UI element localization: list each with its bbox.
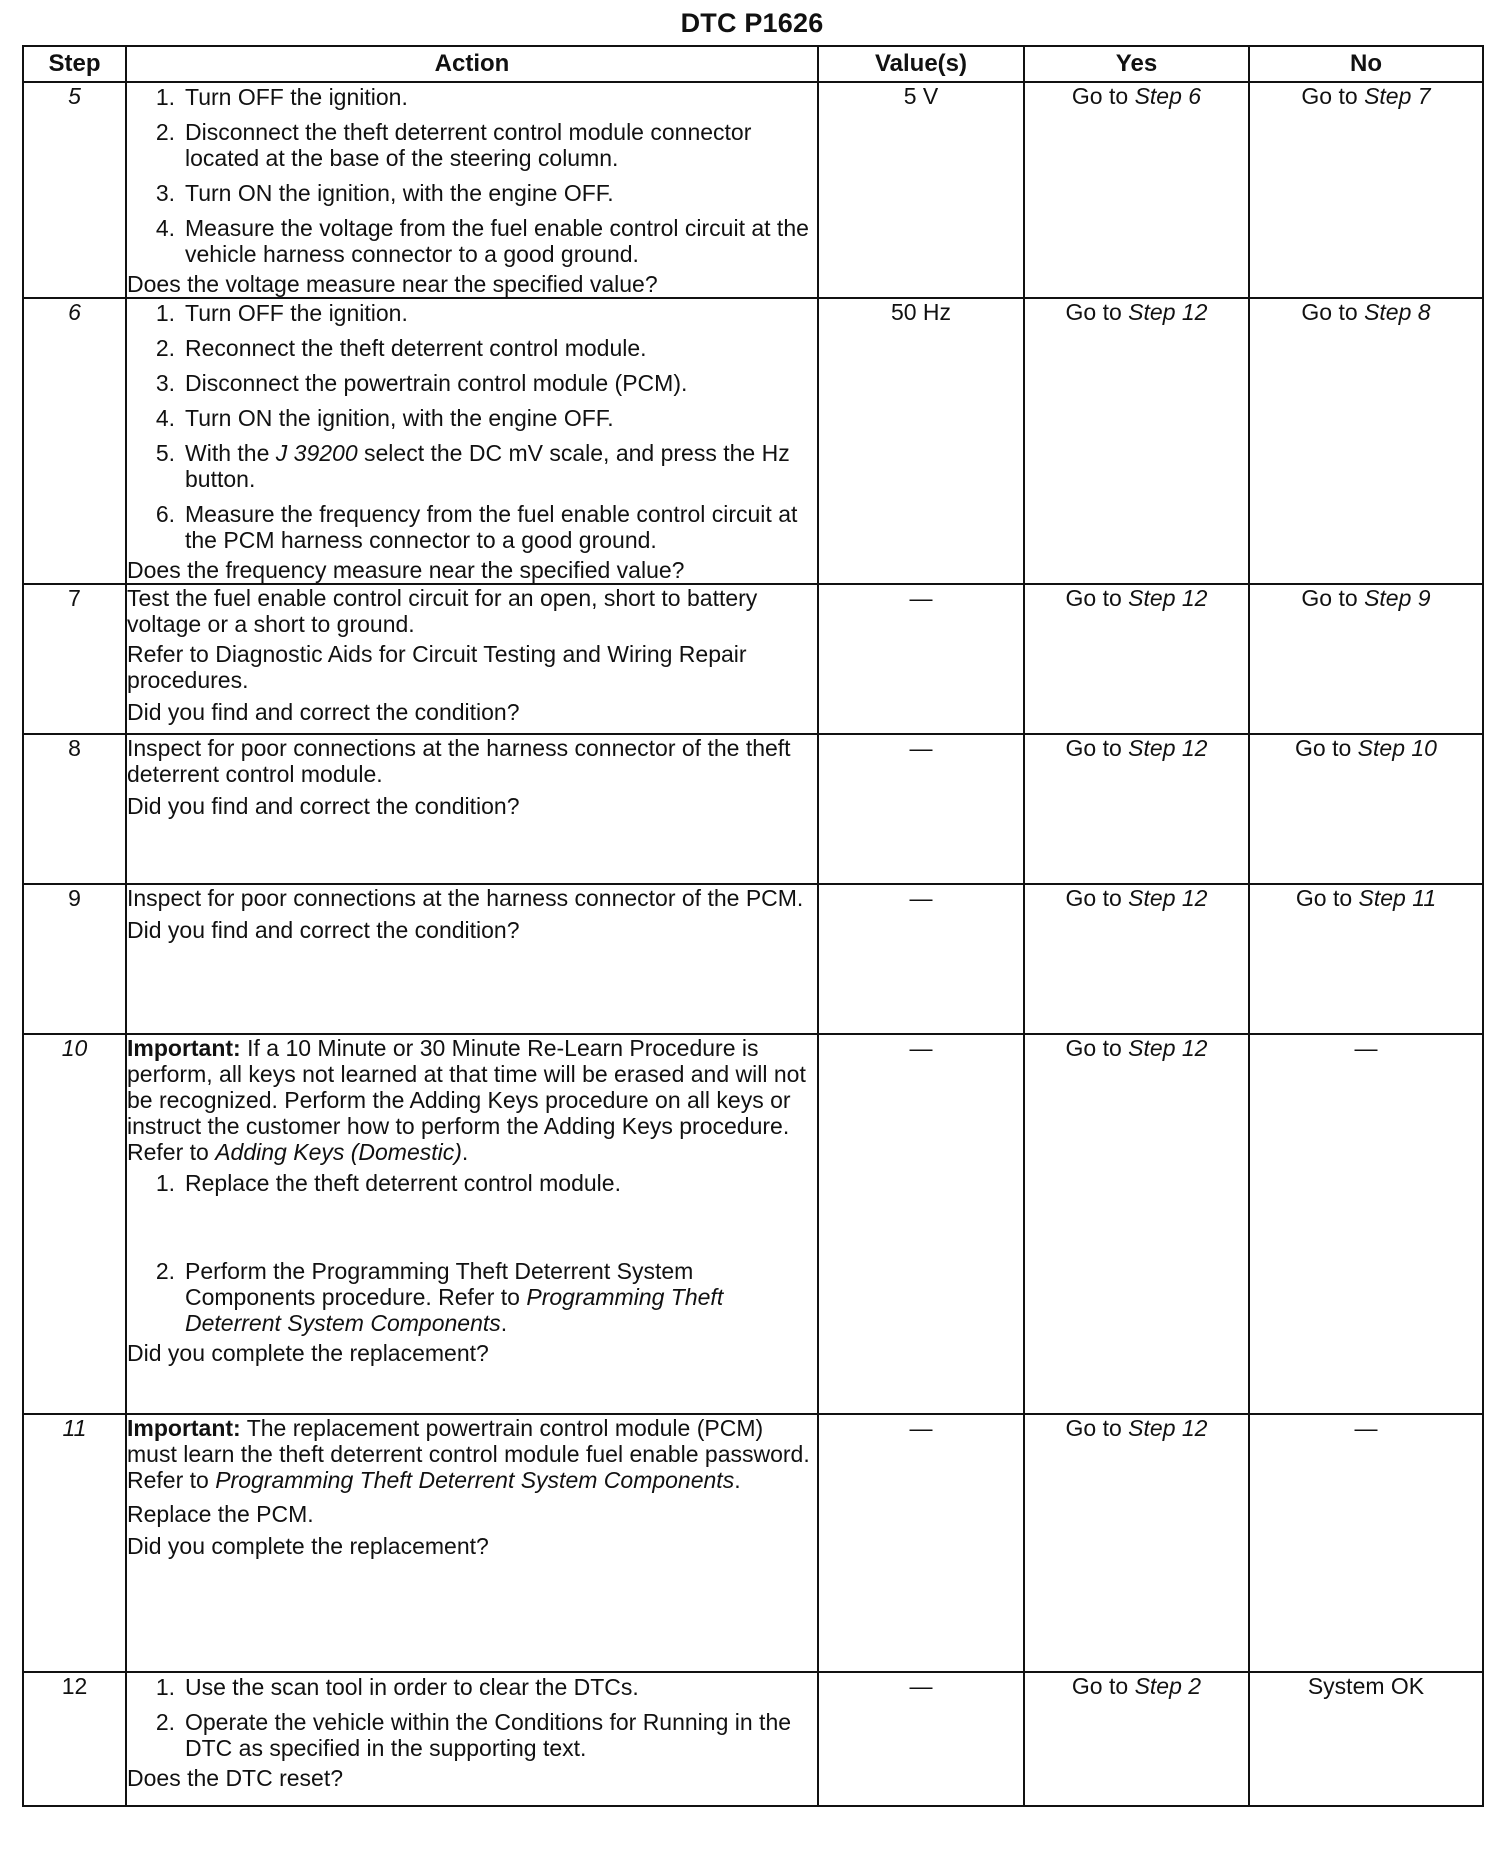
action-cell — [126, 82, 818, 298]
step-number: 12 — [23, 1672, 126, 1806]
step-number: 9 — [23, 884, 126, 1034]
step-link[interactable]: Step 12 — [1128, 735, 1208, 761]
action-cell — [126, 734, 818, 884]
tool-reference: J 39200 — [275, 440, 358, 466]
list-item: 1. Turn OFF the ignition. — [155, 300, 408, 326]
header-row — [23, 46, 1483, 82]
header-yes: Yes — [1024, 46, 1249, 82]
yes-cell: Go to Step 12 — [1024, 1414, 1249, 1672]
question-text: Did you find and correct the condition? — [127, 793, 520, 819]
action-cell — [126, 584, 818, 734]
action-text: Test the fuel enable control circuit for an open, short to battery voltage or a short to ground. — [127, 585, 758, 637]
action-cell — [126, 884, 818, 1034]
value-cell: — — [818, 734, 1024, 884]
yes-cell: Go to Step 12 — [1024, 884, 1249, 1034]
no-cell: Go to Step 7 — [1249, 82, 1483, 298]
step-number: 10 — [23, 1034, 126, 1414]
question-text: Did you find and correct the condition? — [127, 699, 520, 725]
dtc-table — [22, 45, 1484, 1807]
no-cell: Go to Step 9 — [1249, 584, 1483, 734]
important-note: Important: The replacement powertrain control module (PCM) must learn the theft deterrent control module fuel enable password. Refer to Programming Theft Deterrent System Components. — [127, 1415, 810, 1493]
step-link[interactable]: Step 2 — [1134, 1673, 1202, 1699]
step-number: 11 — [23, 1414, 126, 1672]
list-item: 1. Use the scan tool in order to clear the DTCs. — [155, 1674, 639, 1700]
value-cell: 50 Hz — [818, 298, 1024, 584]
no-cell: System OK — [1249, 1672, 1483, 1806]
value-cell: — — [818, 1672, 1024, 1806]
list-item: 3. Turn ON the ignition, with the engine OFF. — [155, 180, 614, 206]
step-number: 7 — [23, 584, 126, 734]
list-item: 3. Disconnect the powertrain control module (PCM). — [155, 370, 688, 396]
question-text: Did you complete the replacement? — [127, 1340, 489, 1366]
action-text: Refer to Diagnostic Aids for Circuit Testing and Wiring Repair procedures. — [127, 641, 747, 693]
table-row — [23, 1034, 1483, 1414]
header-no: No — [1249, 46, 1483, 82]
question-text: Did you find and correct the condition? — [127, 917, 520, 943]
table-row — [23, 82, 1483, 298]
table-row — [23, 1672, 1483, 1806]
no-cell: Go to Step 11 — [1249, 884, 1483, 1034]
action-cell — [126, 1414, 818, 1672]
step-link[interactable]: Step 12 — [1128, 885, 1208, 911]
step-link[interactable]: Step 8 — [1364, 299, 1431, 325]
table-row — [23, 584, 1483, 734]
question-text: Did you complete the replacement? — [127, 1533, 489, 1559]
page-title: DTC P1626 — [680, 8, 824, 38]
no-cell: Go to Step 8 — [1249, 298, 1483, 584]
step-link[interactable]: Step 12 — [1128, 299, 1208, 325]
list-item: 1. Turn OFF the ignition. — [155, 84, 408, 110]
list-item: 2. Reconnect the theft deterrent control module. — [155, 335, 647, 361]
yes-cell: Go to Step 12 — [1024, 584, 1249, 734]
step-number: 6 — [23, 298, 126, 584]
table-row — [23, 298, 1483, 584]
value-cell: — — [818, 584, 1024, 734]
action-cell — [126, 1034, 818, 1414]
important-note: Important: If a 10 Minute or 30 Minute Re-Learn Procedure is perform, all keys not learned at that time will be erased and will not be recognized. Perform the Adding Keys procedure on all keys or instruct the customer how to perform the Adding Keys procedure. Refer to Adding Keys (Domestic). — [127, 1035, 806, 1165]
header-action: Action — [126, 46, 818, 82]
yes-cell: Go to Step 12 — [1024, 298, 1249, 584]
step-link[interactable]: Step 11 — [1358, 885, 1437, 911]
question-text: Does the frequency measure near the specified value? — [127, 557, 685, 583]
list-item: 5. With the J 39200 select the DC mV scale, and press the Hz button. — [155, 440, 790, 492]
step-link[interactable]: Step 12 — [1128, 1415, 1208, 1441]
action-text: Replace the PCM. — [127, 1501, 314, 1527]
step-link[interactable]: Step 10 — [1357, 735, 1437, 761]
list-item: 4. Turn ON the ignition, with the engine OFF. — [155, 405, 614, 431]
step-number: 5 — [23, 82, 126, 298]
action-steps — [127, 1673, 817, 1763]
list-item: 2. Operate the vehicle within the Conditions for Running in the DTC as specified in the supporting text. — [155, 1709, 792, 1761]
question-text: Does the DTC reset? — [127, 1765, 344, 1791]
table-row — [23, 734, 1483, 884]
value-cell: 5 V — [818, 82, 1024, 298]
question-text: Does the voltage measure near the specified value? — [127, 271, 658, 297]
action-cell — [126, 1672, 818, 1806]
action-text: Inspect for poor connections at the harness connector of the theft deterrent control module. — [127, 735, 791, 787]
list-item: 1. Replace the theft deterrent control module. — [155, 1170, 621, 1196]
action-cell — [126, 298, 818, 584]
step-number: 8 — [23, 734, 126, 884]
step-link[interactable]: Step 9 — [1364, 585, 1431, 611]
list-item: 2. Perform the Programming Theft Deterrent System Components procedure. Refer to Programming Theft Deterrent System Components. — [155, 1258, 724, 1336]
value-cell: — — [818, 1034, 1024, 1414]
list-item: 4. Measure the voltage from the fuel enable control circuit at the vehicle harness connector to a good ground. — [155, 215, 809, 267]
table-row — [23, 884, 1483, 1034]
yes-cell: Go to Step 12 — [1024, 1034, 1249, 1414]
yes-cell: Go to Step 6 — [1024, 82, 1249, 298]
table-row — [23, 1414, 1483, 1672]
value-cell: — — [818, 1414, 1024, 1672]
step-link[interactable]: Step 7 — [1364, 83, 1431, 109]
yes-cell: Go to Step 2 — [1024, 1672, 1249, 1806]
no-cell: Go to Step 10 — [1249, 734, 1483, 884]
action-steps — [127, 1169, 817, 1338]
header-step: Step — [23, 46, 126, 82]
list-item: 6. Measure the frequency from the fuel enable control circuit at the PCM harness connector to a good ground. — [155, 501, 798, 553]
step-link[interactable]: Step 12 — [1128, 585, 1208, 611]
value-cell: — — [818, 884, 1024, 1034]
no-cell: — — [1249, 1414, 1483, 1672]
yes-cell: Go to Step 12 — [1024, 734, 1249, 884]
action-steps — [127, 299, 817, 555]
header-values: Value(s) — [818, 46, 1024, 82]
no-cell: — — [1249, 1034, 1483, 1414]
step-link[interactable]: Step 6 — [1134, 83, 1202, 109]
list-item: 2. Disconnect the theft deterrent control module connector located at the base of the steering column. — [155, 119, 752, 171]
step-link[interactable]: Step 12 — [1128, 1035, 1208, 1061]
action-text: Inspect for poor connections at the harness connector of the PCM. — [127, 885, 804, 911]
action-steps — [127, 83, 817, 269]
